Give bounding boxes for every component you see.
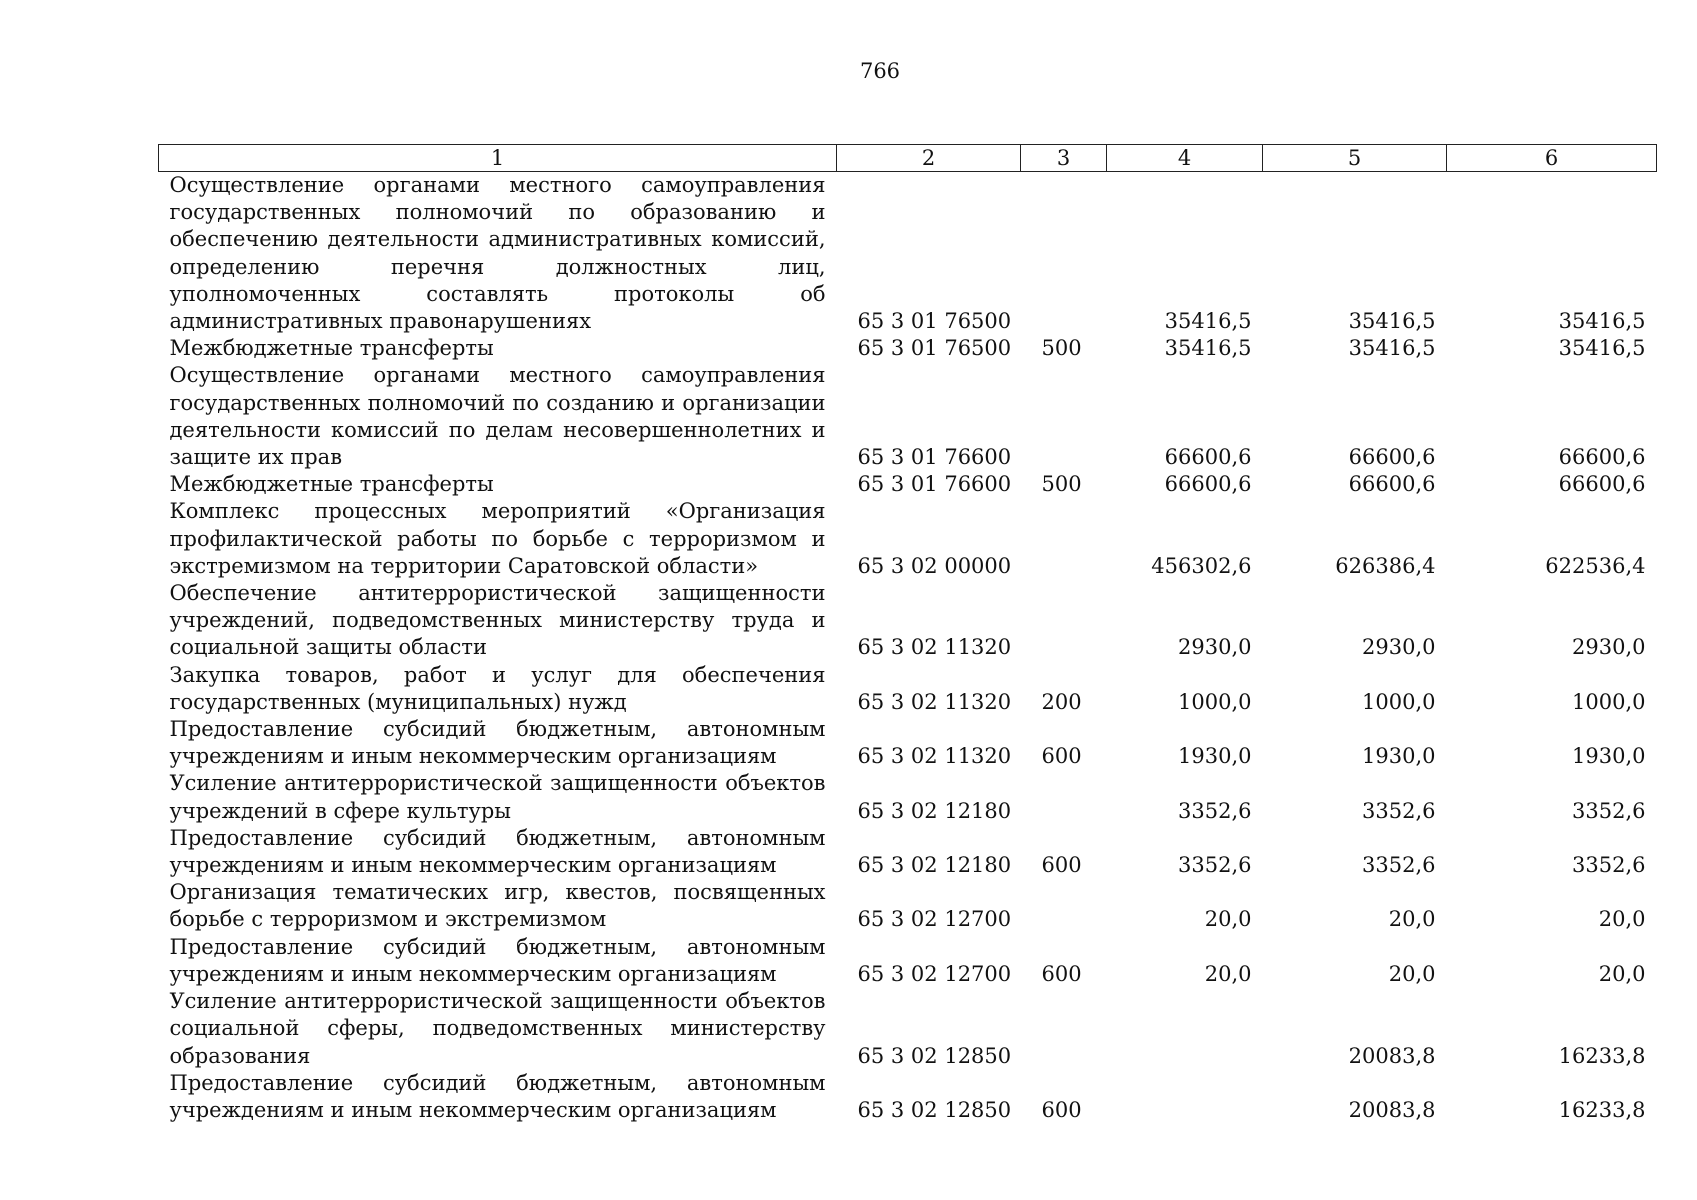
row-code-cell: 65 3 02 12850: [857, 1097, 1012, 1122]
row-code-cell: 65 3 02 12180: [857, 798, 1012, 823]
row-expense-type-cell: 600: [1041, 744, 1082, 769]
row-amount-col5-cell: 2930,0: [1362, 635, 1436, 660]
row-amount-col5-cell: 1000,0: [1362, 689, 1436, 714]
row-amount-col6-cell: 622536,4: [1545, 553, 1646, 578]
row-code-cell: 65 3 01 76600: [857, 472, 1012, 497]
row-amount-col4-cell: 66600,6: [1164, 445, 1252, 470]
row-amount-col4-cell: 20,0: [1204, 961, 1252, 986]
row-expense-type-cell: 600: [1041, 853, 1082, 878]
row-code-cell: 65 3 02 11320: [857, 689, 1012, 714]
table-row: [159, 498, 1657, 580]
table-row: [159, 770, 1657, 824]
row-code-cell: 65 3 01 76500: [857, 309, 1012, 334]
budget-table: [158, 144, 1657, 1124]
row-amount-col4-cell: [1107, 988, 1263, 1070]
row-amount-col6-cell: 3352,6: [1572, 853, 1646, 878]
row-name-cell: Межбюджетные трансферты: [169, 336, 494, 361]
row-expense-type-cell: 500: [1041, 472, 1082, 497]
column-header: 4: [1107, 145, 1263, 172]
row-amount-col5-cell: 1930,0: [1362, 744, 1436, 769]
table-row: [159, 716, 1657, 770]
row-name-cell: Усиление антитеррористической защищенности объектов учреждений в сфере культуры: [169, 771, 826, 823]
row-amount-col4-cell: 3352,6: [1178, 853, 1252, 878]
row-amount-col4-cell: 1000,0: [1178, 689, 1252, 714]
row-expense-type-cell: 200: [1041, 689, 1082, 714]
row-expense-type-cell: [1021, 988, 1107, 1070]
table-row: [159, 335, 1657, 362]
row-amount-col5-cell: 20083,8: [1348, 1097, 1436, 1122]
table-row: [159, 988, 1657, 1070]
row-amount-col6-cell: 35416,5: [1558, 336, 1646, 361]
row-code-cell: 65 3 02 00000: [857, 553, 1012, 578]
row-amount-col5-cell: 20083,8: [1348, 1043, 1436, 1068]
row-amount-col4-cell: 1930,0: [1178, 744, 1252, 769]
row-code-cell: 65 3 02 12180: [857, 853, 1012, 878]
row-name-cell: Закупка товаров, работ и услуг для обеспечения государственных (муниципальных) нужд: [169, 662, 826, 714]
row-name-cell: Предоставление субсидий бюджетным, автономным учреждениям и иным некоммерческим организациям: [169, 934, 826, 986]
table-row: [159, 471, 1657, 498]
row-amount-col6-cell: 2930,0: [1572, 635, 1646, 660]
table-row: [159, 362, 1657, 471]
row-name-cell: Усиление антитеррористической защищенности объектов социальной сферы, подведомственных министерству образования: [169, 989, 826, 1068]
row-amount-col6-cell: 16233,8: [1558, 1043, 1646, 1068]
row-name-cell: Предоставление субсидий бюджетным, автономным учреждениям и иным некоммерческим организациям: [169, 717, 826, 769]
row-code-cell: 65 3 02 12850: [857, 1043, 1012, 1068]
column-header: 5: [1263, 145, 1447, 172]
row-name-cell: Обеспечение антитеррористической защищенности учреждений, подведомственных министерству труда и социальной защиты области: [169, 581, 826, 660]
row-amount-col6-cell: 3352,6: [1572, 798, 1646, 823]
table-row: [159, 580, 1657, 662]
row-amount-col4-cell: [1107, 1070, 1263, 1124]
row-amount-col6-cell: 1930,0: [1572, 744, 1646, 769]
row-name-cell: Межбюджетные трансферты: [169, 472, 494, 497]
row-expense-type-cell: 600: [1041, 961, 1082, 986]
row-amount-col5-cell: 20,0: [1388, 961, 1436, 986]
row-amount-col6-cell: 66600,6: [1558, 445, 1646, 470]
table-row: [159, 879, 1657, 933]
table-header: [159, 145, 1657, 172]
row-amount-col5-cell: 626386,4: [1335, 553, 1436, 578]
table-header-row: [159, 145, 1657, 172]
row-code-cell: 65 3 02 11320: [857, 744, 1012, 769]
row-name-cell: Предоставление субсидий бюджетным, автономным учреждениям и иным некоммерческим организациям: [169, 825, 826, 878]
table-row: [159, 662, 1657, 716]
row-amount-col6-cell: 20,0: [1598, 907, 1646, 932]
row-name-cell: Осуществление органами местного самоуправления государственных полномочий по образованию и обеспечению деятельности административных комиссий, определению перечня должностных лиц, уполномоченных составлять протоколы об административных правонарушениях: [169, 173, 826, 334]
row-expense-type-cell: [1021, 879, 1107, 933]
row-code-cell: 65 3 01 76600: [857, 445, 1012, 470]
column-header: 1: [159, 145, 837, 172]
row-expense-type-cell: [1021, 580, 1107, 662]
row-amount-col4-cell: 20,0: [1204, 907, 1252, 932]
column-header: 2: [837, 145, 1021, 172]
table-row: [159, 934, 1657, 988]
row-expense-type-cell: [1021, 498, 1107, 580]
row-code-cell: 65 3 02 12700: [857, 907, 1012, 932]
row-amount-col4-cell: 3352,6: [1178, 798, 1252, 823]
row-code-cell: 65 3 02 12700: [857, 961, 1012, 986]
row-amount-col6-cell: 1000,0: [1572, 689, 1646, 714]
row-amount-col4-cell: 2930,0: [1178, 635, 1252, 660]
table-row: [159, 1070, 1657, 1124]
row-expense-type-cell: [1021, 172, 1107, 336]
row-amount-col5-cell: 20,0: [1388, 907, 1436, 932]
column-header: 3: [1021, 145, 1107, 172]
row-amount-col5-cell: 3352,6: [1362, 853, 1436, 878]
row-code-cell: 65 3 02 11320: [857, 635, 1012, 660]
row-amount-col5-cell: 66600,6: [1348, 472, 1436, 497]
table-body: [159, 172, 1657, 1125]
row-amount-col4-cell: 35416,5: [1164, 309, 1252, 334]
row-name-cell: Организация тематических игр, квестов, посвященных борьбе с терроризмом и экстремизмом: [169, 880, 826, 932]
row-amount-col4-cell: 66600,6: [1164, 472, 1252, 497]
row-amount-col6-cell: 20,0: [1598, 961, 1646, 986]
row-name-cell: Комплекс процессных мероприятий «Организация профилактической работы по борьбе с терроризмом и экстремизмом на территории Саратовской области»: [169, 499, 826, 578]
row-amount-col4-cell: 456302,6: [1151, 553, 1252, 578]
row-amount-col6-cell: 16233,8: [1558, 1097, 1646, 1122]
row-expense-type-cell: 600: [1041, 1097, 1082, 1122]
row-expense-type-cell: 500: [1041, 336, 1082, 361]
row-amount-col6-cell: 35416,5: [1558, 309, 1646, 334]
row-amount-col5-cell: 66600,6: [1348, 445, 1436, 470]
row-amount-col6-cell: 66600,6: [1558, 472, 1646, 497]
row-expense-type-cell: [1021, 362, 1107, 471]
row-amount-col5-cell: 35416,5: [1348, 309, 1436, 334]
row-amount-col4-cell: 35416,5: [1164, 336, 1252, 361]
table-row: [159, 825, 1657, 879]
table-row: [159, 172, 1657, 336]
row-amount-col5-cell: 3352,6: [1362, 798, 1436, 823]
row-code-cell: 65 3 01 76500: [857, 336, 1012, 361]
row-amount-col5-cell: 35416,5: [1348, 336, 1436, 361]
column-header: 6: [1447, 145, 1657, 172]
row-name-cell: Осуществление органами местного самоуправления государственных полномочий по созданию и организации деятельности комиссий по делам несовершеннолетних и защите их прав: [169, 363, 826, 470]
row-expense-type-cell: [1021, 770, 1107, 824]
row-name-cell: Предоставление субсидий бюджетным, автономным учреждениям и иным некоммерческим организациям: [169, 1070, 826, 1122]
page-number: 766: [859, 59, 901, 83]
